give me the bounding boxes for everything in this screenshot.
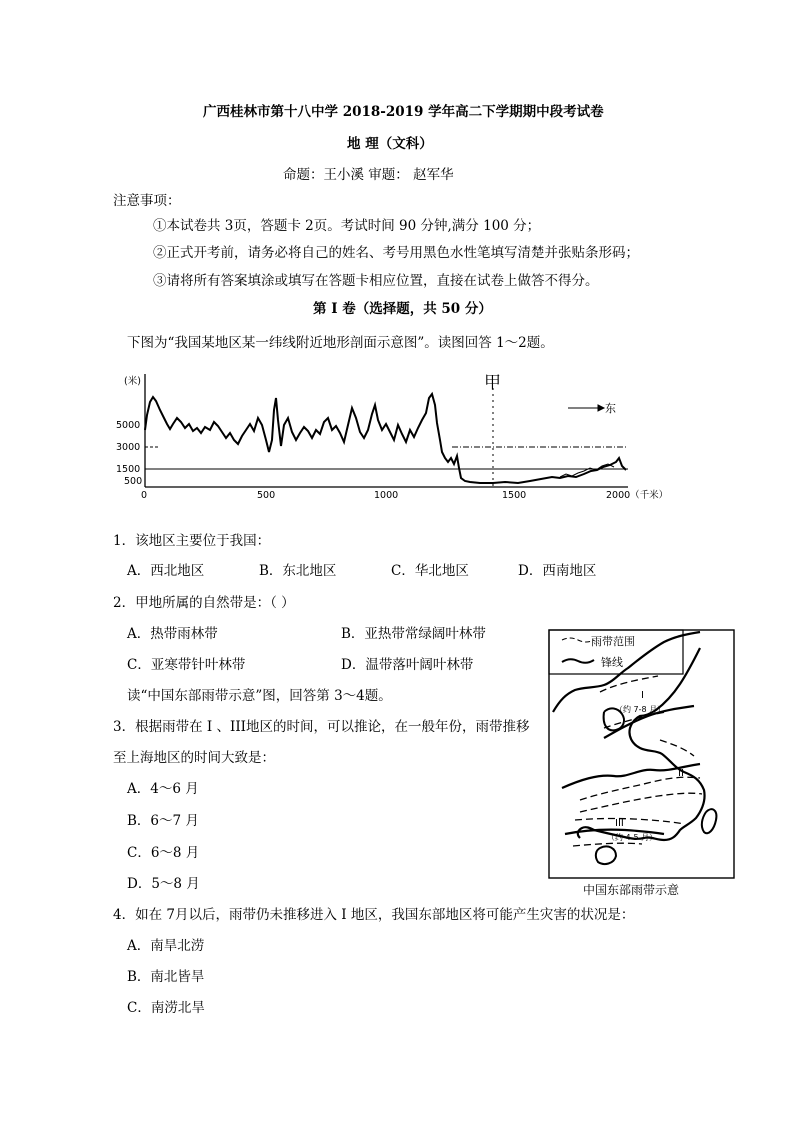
legend-range-label: 雨带范围: [591, 635, 635, 648]
x-tick-1000: 1000: [374, 490, 399, 501]
legend-dashed-icon: [562, 638, 594, 642]
q1-option-b: B．东北地区: [259, 563, 337, 579]
rainband-ii: [580, 777, 700, 800]
legend-front-icon: [562, 659, 594, 663]
q4-stem: 4．如在 7月以后，雨带仍未推移进入 I 地区，我国东部地区将可能产生灾害的状况是：: [113, 907, 635, 923]
intro-rainband: 读“中国东部雨带示意”图，回答第 3～4题。: [127, 688, 392, 704]
y-tick-1500: 1500: [116, 464, 141, 475]
q1-stem: 1．该地区主要位于我国：: [113, 533, 271, 549]
jia-label: 甲: [484, 373, 501, 393]
y-tick-500: 500: [124, 476, 143, 487]
notice-item: ③请将所有答案填涂或填写在答题卡相应位置，直接在试卷上做答不得分。: [153, 273, 599, 289]
notice-item: ②正式开考前，请务必将自己的姓名、考号用黑色水性笔填写清楚并张贴条形码；: [153, 245, 639, 261]
q3-option-b: B．6～7 月: [127, 813, 199, 829]
region-i-time: （约 7-8 月）: [615, 705, 666, 714]
x-tick-1500: 1500: [502, 490, 527, 501]
section-heading: 第 I 卷（选择题，共 50 分）: [313, 301, 492, 317]
q4-option-a: A．南旱北涝: [127, 938, 205, 954]
q2-option-b: B．亚热带常绿阔叶林带: [341, 626, 486, 642]
y-tick-5000: 5000: [116, 420, 141, 431]
notice-item: ①本试卷共 3页，答题卡 2页。考试时间 90 分钟,满分 100 分；: [153, 218, 541, 234]
notice-heading: 注意事项：: [113, 193, 181, 209]
rainband-iii: [575, 819, 684, 825]
x-tick-500: 500: [257, 490, 276, 501]
q3-stem-line2: 至上海地区的时间大致是：: [113, 750, 275, 766]
taiwan-island: [702, 809, 717, 833]
coastline: [553, 632, 705, 840]
q3-option-d: D．5～8 月: [127, 876, 200, 892]
q3-option-c: C．6～8 月: [127, 845, 200, 861]
q4-option-c: C．南涝北旱: [127, 1000, 205, 1016]
intro-profile: 下图为“我国某地区某一纬线附近地形剖面示意图”。读图回答 1～2题。: [127, 335, 554, 351]
region-iii-label: III: [615, 818, 624, 829]
q2-option-d: D．温带落叶阔叶林带: [341, 657, 474, 673]
subject-title: 地 理（文科）: [347, 136, 433, 152]
q2-option-c: C．亚寒带针叶林带: [127, 657, 246, 673]
q1-option-d: D．西南地区: [518, 563, 597, 579]
map-caption: 中国东部雨带示意: [583, 883, 680, 897]
legend-front-label: 锋线: [601, 656, 623, 669]
authors-line: 命题：王小溪 审题： 赵军华: [283, 167, 454, 183]
q4-option-b: B．南北皆旱: [127, 969, 205, 985]
region-iii-time: （约 4-5 月）: [607, 833, 658, 842]
q2-stem: 2．甲地所属的自然带是：（ ）: [113, 595, 295, 611]
exam-title: 广西桂林市第十八中学 2018-2019 学年高二下学期期中段考试卷: [203, 104, 604, 120]
q3-stem-line1: 3．根据雨带在 I 、III地区的时间，可以推论，在一般年份，雨带推移: [113, 719, 530, 735]
q1-option-c: C．华北地区: [391, 563, 469, 579]
y-unit: (米): [124, 376, 141, 387]
hainan-island: [596, 846, 616, 864]
q1-option-a: A．西北地区: [127, 563, 205, 579]
region-i-label: I: [641, 690, 644, 701]
x-tick-2000: 2000（千米）: [606, 490, 669, 501]
q3-option-a: A．4～6 月: [127, 781, 199, 797]
x-tick-0: 0: [141, 490, 148, 501]
region-ii-label: II: [678, 768, 684, 779]
east-label: 东: [605, 402, 616, 415]
q2-option-a: A．热带雨林带: [127, 626, 218, 642]
y-tick-3000: 3000: [116, 442, 141, 453]
